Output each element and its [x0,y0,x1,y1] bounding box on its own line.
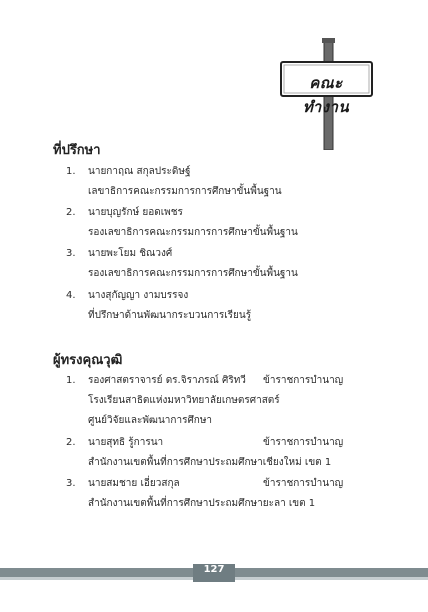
item-number: 1. [66,166,76,177]
footer-stripe-right [235,568,428,577]
footer-light-right [235,577,428,580]
item-name: นายสุทธิ รู้การนา [88,437,164,448]
item-number: 3. [66,478,76,489]
experts-heading: ผู้ทรงคุณวุฒิ [53,353,123,368]
item-org: สำนักงานเขตพื้นที่การศึกษาประถมศึกษายะลา เขต 1 [88,498,316,509]
item-name: นายสมชาย เอี่ยวสกุล [88,478,180,489]
signpost-pole-top [322,38,335,43]
footer-light-left [0,577,193,580]
item-number: 4. [66,290,76,301]
item-name: รองศาสตราจารย์ ดร.จิราภรณ์ ศิริทวี [88,375,246,386]
item-role: รองเลขาธิการคณะกรรมการการศึกษาขั้นพื้นฐาน [88,227,298,238]
item-role: เลขาธิการคณะกรรมการการศึกษาขั้นพื้นฐาน [88,186,282,197]
item-name: นายกาฤณ สกุลประดิษฐ์ [88,166,191,177]
advisors-heading: ที่ปรึกษา [53,143,101,158]
item-org: สำนักงานเขตพื้นที่การศึกษาประถมศึกษาเชียงใหม่ เขต 1 [88,457,332,468]
item-status: ข้าราชการบำนาญ [263,478,344,489]
item-org: โรงเรียนสาธิตแห่งมหาวิทยาลัยเกษตรศาสตร์ [88,395,280,406]
item-number: 2. [66,437,76,448]
item-name: นายพะโยม ชิณวงศ์ [88,248,173,259]
item-org-secondary: ศูนย์วิจัยและพัฒนาการศึกษา [88,415,213,426]
item-number: 2. [66,207,76,218]
signpost-label: คณะทำงาน [302,74,350,116]
item-role: ที่ปรึกษาด้านพัฒนากระบวนการเรียนรู้ [88,310,252,321]
page-number: 127 [203,564,225,575]
item-name: นางสุกัญญา งามบรรจง [88,290,189,301]
item-status: ข้าราชการบำนาญ [263,437,344,448]
footer-stripe-left [0,568,193,577]
item-status: ข้าราชการบำนาญ [263,375,344,386]
item-role: รองเลขาธิการคณะกรรมการการศึกษาขั้นพื้นฐาน [88,268,298,279]
item-name: นายบุญรักษ์ ยอดเพชร [88,207,183,218]
item-number: 3. [66,248,76,259]
item-number: 1. [66,375,76,386]
